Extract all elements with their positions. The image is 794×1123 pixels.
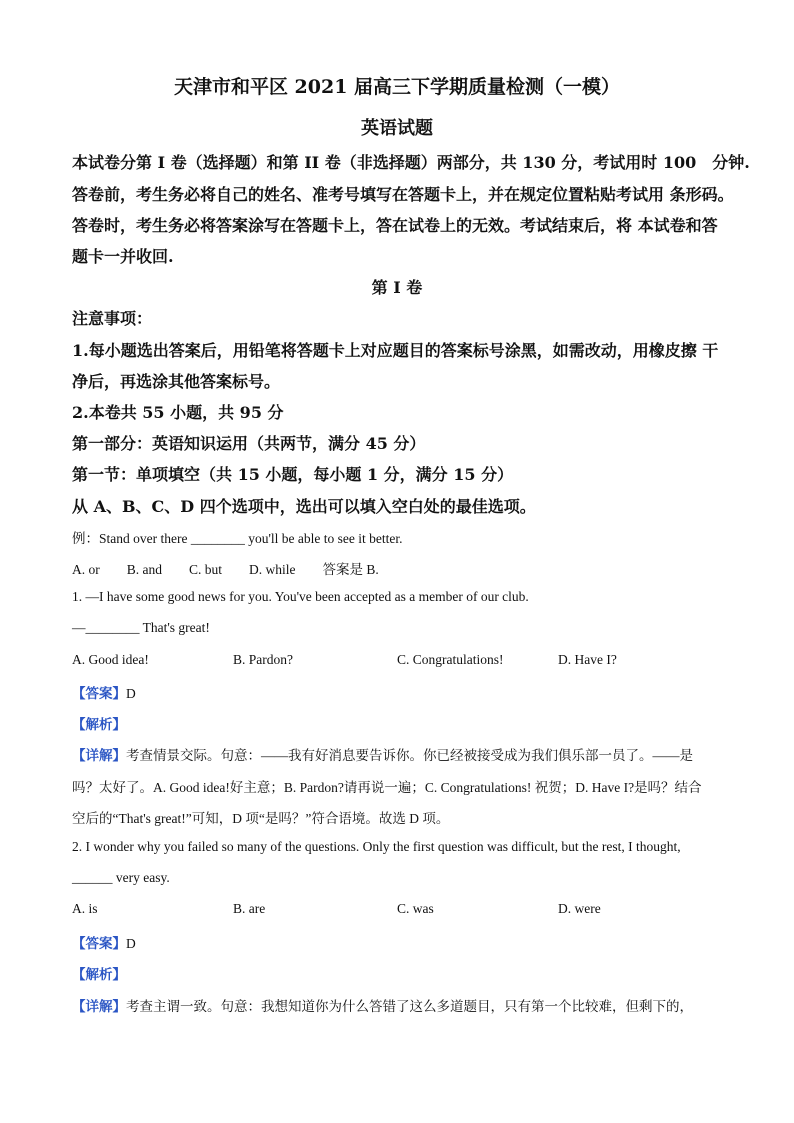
question-2-stem-cont: ______ very easy. — [72, 870, 170, 885]
example-stem: 例：Stand over there ________ you'll be able to see it better. — [72, 531, 403, 546]
notes-item: 2.本卷共 55 小题，共 95 分 — [72, 403, 284, 422]
question-2-option-c: C. was — [397, 901, 434, 916]
document-title: 天津市和平区 2021 届高三下学期质量检测（一模） — [173, 76, 621, 98]
volume-title: 第 I 卷 — [371, 278, 423, 297]
question-1-analysis — [72, 713, 126, 733]
intro-line: 答卷前，考生务必将自己的姓名、准考号填写在答题卡上，并在规定位置粘贴考试用 条形码。 — [72, 185, 734, 204]
question-2-detail — [72, 995, 693, 1015]
detail-tag: 【详解】 — [72, 999, 126, 1014]
question-1-option-b: B. Pardon? — [233, 652, 293, 667]
notes-item: 1.每小题选出答案后，用铅笔将答题卡上对应题目的答案标号涂黑，如需改动，用橡皮擦 干 — [72, 341, 719, 360]
answer-value: D — [126, 936, 136, 951]
answer-value: D — [126, 686, 136, 701]
question-1-answer — [72, 682, 136, 702]
question-1-option-c: C. Congratulations! — [397, 652, 504, 667]
question-1-stem: 1. —I have some good news for you. You've been accepted as a member of our club. — [72, 589, 529, 604]
intro-line: 题卡一并收回. — [72, 247, 174, 266]
question-1-detail-line: 吗？太好了。A. Good idea!好主意；B. Pardon?请再说一遍；C. Congratulations! 祝贺；D. Have I?是吗？结合 — [72, 780, 702, 795]
example-options: A. or B. and C. but D. while 答案是 B. — [72, 562, 379, 577]
document-subtitle: 英语试题 — [361, 118, 433, 139]
question-2-option-b: B. are — [233, 901, 266, 916]
question-2-answer — [72, 932, 136, 952]
question-1-detail — [72, 744, 693, 764]
question-2-stem: 2. I wonder why you failed so many of the questions. Only the first question was difficult, but the rest, I thought, — [72, 839, 681, 854]
question-2-option-d: D. were — [558, 901, 601, 916]
question-1-option-d: D. Have I? — [558, 652, 617, 667]
instruction-line: 从 A、B、C、D 四个选项中，选出可以填入空白处的最佳选项。 — [72, 497, 536, 516]
analysis-tag: 【解析】 — [72, 967, 126, 982]
notes-heading: 注意事项： — [72, 309, 153, 328]
question-2-option-a: A. is — [72, 901, 98, 916]
question-1-reply: —________ That's great! — [72, 620, 210, 635]
intro-line: 答卷时，考生务必将答案涂写在答题卡上，答在试卷上的无效。考试结束后，将 本试卷和答 — [72, 216, 718, 235]
subsection-heading: 第一节：单项填空（共 15 小题，每小题 1 分，满分 15 分） — [72, 465, 514, 484]
notes-item: 净后，再选涂其他答案标号。 — [72, 372, 281, 391]
analysis-tag: 【解析】 — [72, 717, 126, 732]
question-2-analysis — [72, 963, 126, 983]
section-heading: 第一部分：英语知识运用（共两节，满分 45 分） — [72, 434, 426, 453]
answer-tag: 【答案】 — [72, 936, 126, 951]
intro-line: 本试卷分第 I 卷（选择题）和第 II 卷（非选择题）两部分，共 130 分，考试用时 100 分钟. — [72, 153, 750, 172]
answer-tag: 【答案】 — [72, 686, 126, 701]
detail-tag: 【详解】 — [72, 748, 126, 763]
question-1-option-a: A. Good idea! — [72, 652, 149, 667]
detail-text: 考查主谓一致。句意：我想知道你为什么答错了这么多道题目，只有第一个比较难，但剩下的， — [126, 999, 693, 1014]
detail-text: 考查情景交际。句意：——我有好消息要告诉你。你已经被接受成为我们俱乐部一员了。——是 — [126, 748, 693, 763]
question-1-detail-line: 空后的“That's great!”可知，D 项“是吗？”符合语境。故选 D 项。 — [72, 811, 450, 826]
